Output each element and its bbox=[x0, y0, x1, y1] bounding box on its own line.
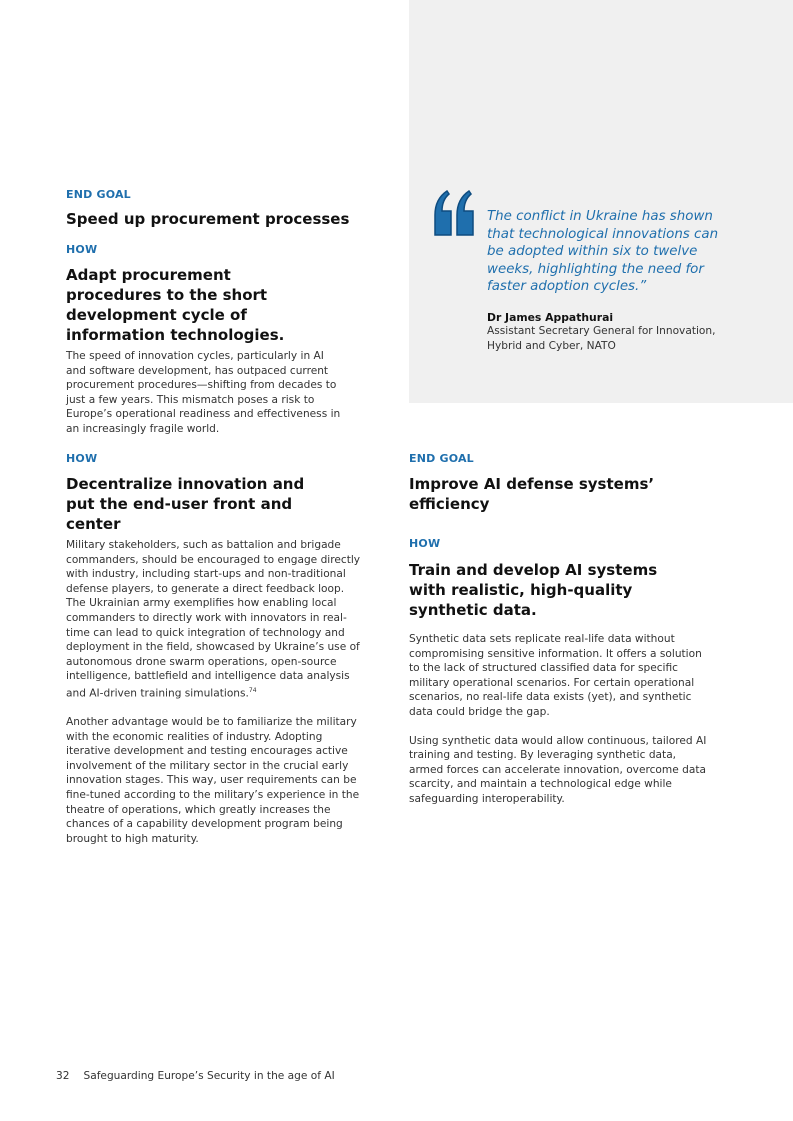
section-paragraph-2: Another advantage would be to familiarize the military with the economic realities of industry. Adopting iterative development and testing encourages active involvement of the military sector in the crucial early innovation stages. This way, user requirements can be fine-tuned according to the military’s experience in the theatre of operations, which greatly increases the chances of a capability development program being brought to high maturity. bbox=[66, 716, 360, 845]
end-goal-label: END GOAL bbox=[409, 452, 474, 465]
quote-text: The conflict in Ukraine has shown that technological innovations can be adopted within six to twelve weeks, highlighting the need for faster adoption cycles.” bbox=[487, 209, 719, 294]
end-goal-title: Improve AI defense systems’ efficiency bbox=[409, 475, 655, 513]
end-goal-label: END GOAL bbox=[66, 188, 131, 201]
end-goal-title: Speed up procurement processes bbox=[66, 210, 350, 228]
page-number: 32 bbox=[56, 1070, 70, 1082]
footer-title: Safeguarding Europe’s Security in the age of AI bbox=[83, 1070, 335, 1082]
how-label: HOW bbox=[66, 452, 98, 465]
section-paragraph-2: Using synthetic data would allow continuous, tailored AI training and testing. By leveraging synthetic data, armed forces can accelerate innovation, overcome data scarcity, and maintain a technological edge while safeguarding interoperability. bbox=[409, 734, 707, 805]
how-title: Train and develop AI systems with realistic, high-quality synthetic data. bbox=[409, 561, 658, 619]
section-procurement bbox=[66, 188, 366, 437]
how-title: Decentralize innovation and put the end-user front and center bbox=[66, 475, 305, 533]
page-footer bbox=[56, 1070, 335, 1082]
how-label: HOW bbox=[66, 243, 98, 256]
section-synthetic-data bbox=[409, 452, 719, 807]
section-body: The speed of innovation cycles, particularly in AI and software development, has outpaced current procurement procedures—shifting from decades to just a few years. This mismatch poses a risk to Europe’s operational readiness and effectiveness in an increasingly fragile world. bbox=[66, 350, 341, 435]
quote-author-role: Assistant Secretary General for Innovation, Hybrid and Cyber, NATO bbox=[487, 325, 716, 352]
quote-mark-icon bbox=[433, 187, 477, 239]
footnote-ref: 74 bbox=[248, 686, 257, 694]
how-label: HOW bbox=[409, 537, 441, 550]
quote-author-name: Dr James Appathurai bbox=[487, 311, 614, 324]
how-title: Adapt procurement procedures to the short development cycle of information technologies. bbox=[66, 266, 285, 344]
section-paragraph-1: Synthetic data sets replicate real-life data without compromising sensitive information. It offers a solution to the lack of structured classified data for specific military operational scenarios. For certain operational scenarios, no real-life data exists (yet), and synthetic data could bridge the gap. bbox=[409, 633, 702, 718]
section-paragraph-1: Military stakeholders, such as battalion and brigade commanders, should be encouraged to engage directly with industry, including start-ups and non-traditional defense players, to generate a direct feedback loop. The Ukrainian army exemplifies how enabling local commanders to directly work with innovators in real-time can lead to quick integration of technology and deployment in the field, showcased by Ukraine’s use of autonomous drone swarm operations, open-source intelligence, battlefield and intelligence data analysis and AI-driven training simulations.$^{74}$ bbox=[66, 539, 361, 700]
section-decentralize bbox=[66, 452, 366, 846]
